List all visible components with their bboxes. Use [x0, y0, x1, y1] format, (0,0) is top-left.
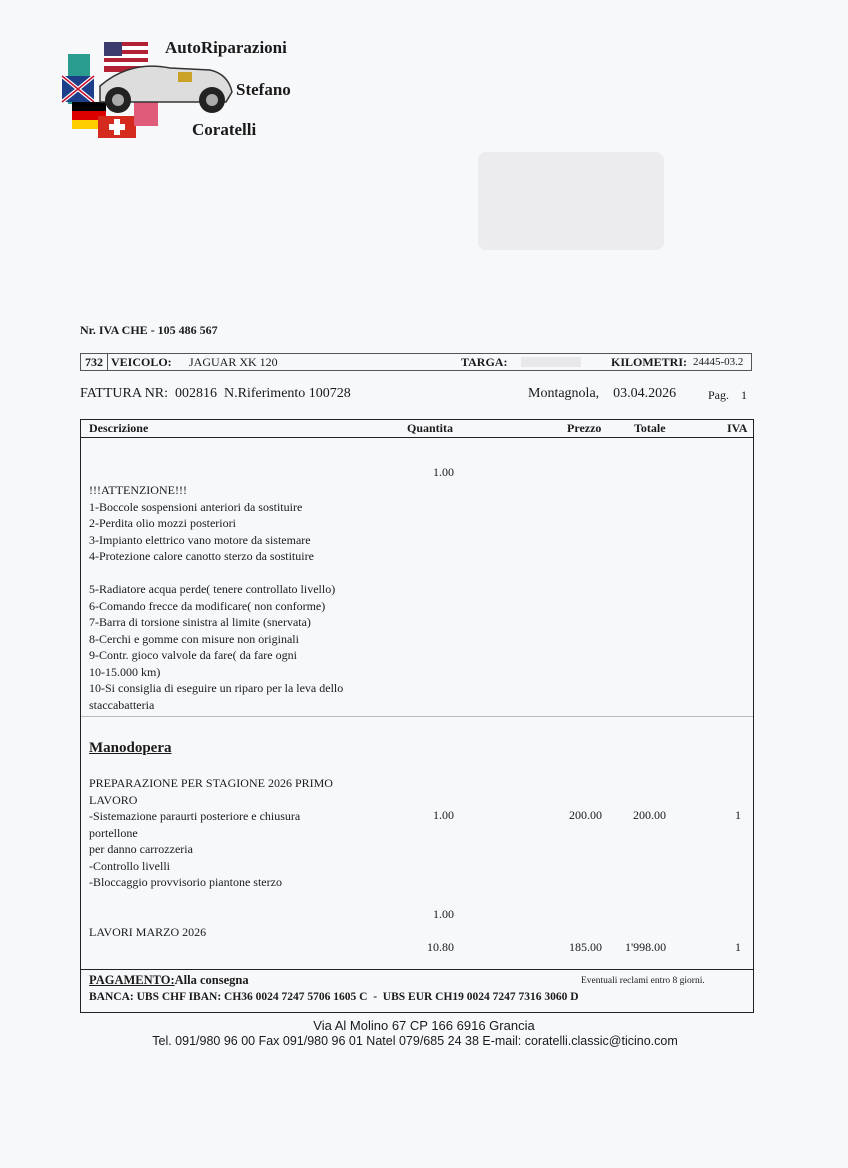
- redacted-address-block: [478, 152, 664, 250]
- company-name-line1: AutoRiparazioni: [165, 38, 287, 57]
- section-title-labour: Manodopera: [89, 740, 172, 756]
- item1-description: PREPARAZIONE PER STAGIONE 2026 PRIMO LAVORO -Sistemazione paraurti posteriore e chiusura portellone per danno carrozzeria -Controllo livelli -Bloccaggio provvisorio piantone sterzo: [89, 776, 333, 889]
- item1-vat: 1: [735, 808, 741, 822]
- payment-divider: [81, 969, 753, 970]
- company-name-line2: Stefano: [236, 80, 291, 99]
- notes-quantity: 1.00: [433, 465, 454, 479]
- header-total: Totale: [634, 421, 666, 435]
- header-description: Descrizione: [89, 421, 149, 435]
- payment-label: PAGAMENTO:: [89, 973, 175, 987]
- claims-note: Eventuali reclami entro 8 giorni.: [581, 976, 705, 986]
- item2-total: 1'998.00: [625, 940, 667, 954]
- place-date: Montagnola, 03.04.2026: [528, 386, 677, 401]
- item1-price: 200.00: [569, 808, 602, 822]
- company-name-line3: Coratelli: [192, 120, 257, 139]
- footer-address: Via Al Molino 67 CP 166 6916 Grancia: [313, 1018, 535, 1033]
- item1-total: 200.00: [633, 808, 666, 822]
- item2-description: LAVORI MARZO 2026: [89, 925, 207, 939]
- plate-label: TARGA:: [461, 355, 508, 369]
- vehicle-code: 732: [81, 354, 108, 370]
- vehicle-value: JAGUAR XK 120: [189, 355, 278, 369]
- invoice-header-row: [80, 386, 752, 404]
- item1-quantity: 1.00: [433, 808, 454, 822]
- header-price: Prezzo: [567, 421, 602, 435]
- item2-vat: 1: [735, 940, 741, 954]
- item2-quantity-top: 1.00: [433, 907, 454, 921]
- footer-contacts: Tel. 091/980 96 00 Fax 091/980 96 01 Natel 079/685 24 38 E-mail: coratelli.classic@ticino.com: [152, 1034, 678, 1048]
- attention-notes: !!!ATTENZIONE!!! 1-Boccole sospensioni anteriori da sostituire 2-Perdita olio mozzi posteriori 3-Impianto elettrico vano motore da sistemare 4-Protezione calore canotto sterzo da sostituire 5-Radiatore acqua perde( tenere controllato livello) 6-Comando frecce da modificare( non conforme) 7-Barra di torsione sinistra al limite (snervata) 8-Cerchi e gomme con misure non originali 9-Contr. gioco valvole da fare( da fare ogni 10-15.000 km) 10-Si consiglia di eseguire un riparo per la leva dello staccabatteria: [89, 483, 344, 712]
- payment-value: Alla consegna: [174, 973, 249, 987]
- header-vat: IVA: [727, 421, 748, 435]
- vehicle-info-bar: [80, 353, 752, 371]
- page-number: Pag. 1: [708, 388, 747, 402]
- header-quantity: Quantita: [407, 421, 454, 435]
- vat-number: Nr. IVA CHE - 105 486 567: [80, 323, 218, 337]
- item2-price: 185.00: [569, 940, 602, 954]
- km-label: KILOMETRI:: [611, 355, 688, 369]
- table-header: [81, 420, 753, 438]
- payment-terms: [89, 973, 249, 988]
- invoice-number: FATTURA NR: 002816 N.Riferimento 100728: [80, 386, 351, 401]
- item2-quantity: 10.80: [427, 940, 454, 954]
- section-divider: [81, 716, 753, 717]
- redacted-plate: [521, 357, 581, 367]
- invoice-table: [80, 419, 754, 1013]
- bank-details: BANCA: UBS CHF IBAN: CH36 0024 7247 5706 1605 C - UBS EUR CH19 0024 7247 7316 3060 D: [89, 991, 579, 1003]
- vehicle-label: VEICOLO:: [111, 355, 172, 369]
- km-value: 24445-03.2: [693, 356, 744, 368]
